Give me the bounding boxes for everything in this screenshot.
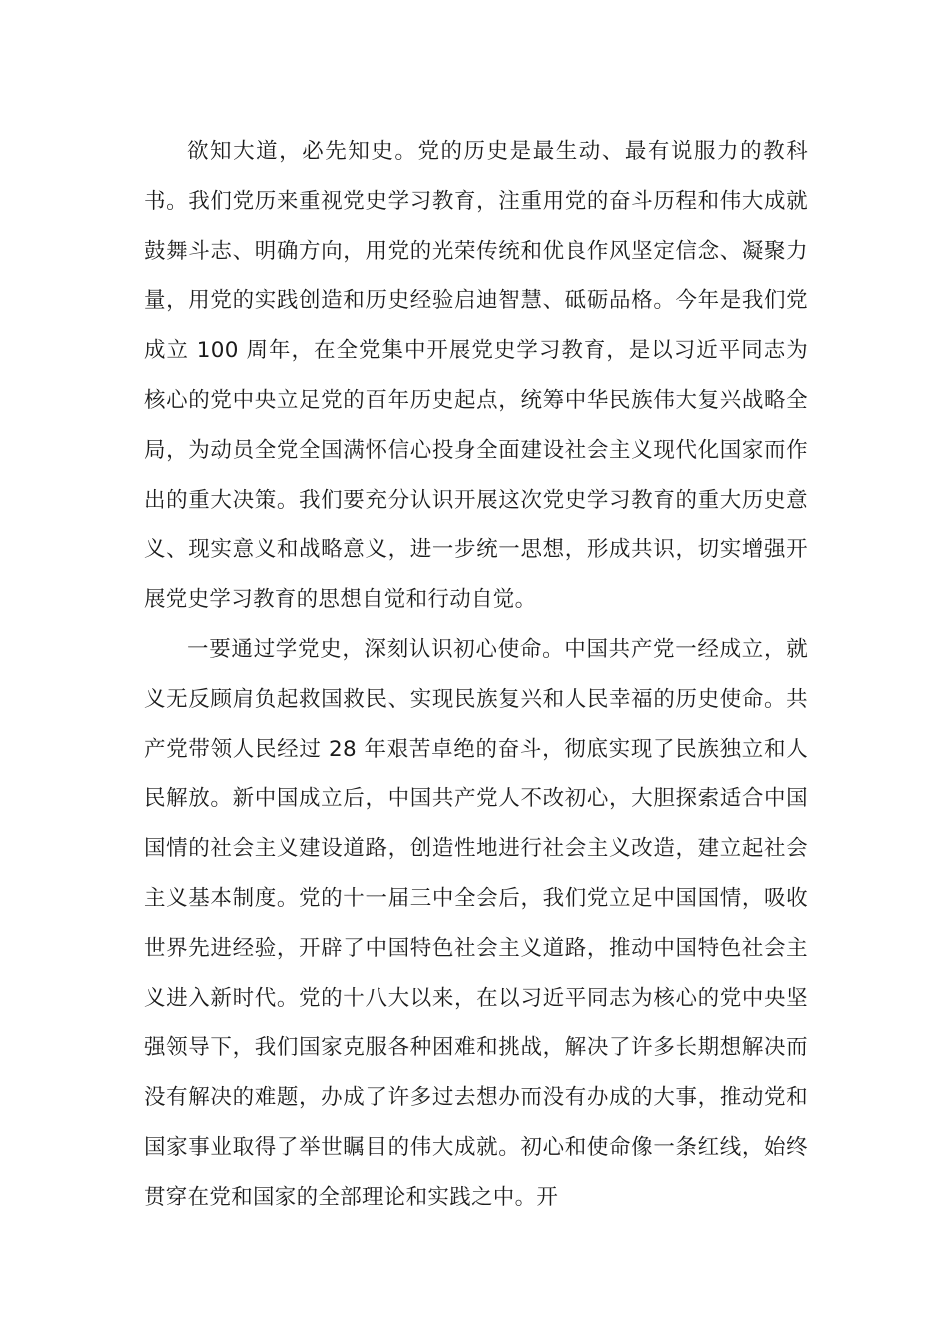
document-body bbox=[144, 127, 808, 1223]
paragraph-original-mission: 一要通过学党史，深刻认识初心使命。中国共产党一经成立，就义无反顾肩负起救国救民、实现民族复兴和人民幸福的历史使命。共产党带领人民经过 28 年艰苦卓绝的奋斗，彻底实现了民族独立和人民解放。新中国成立后，中国共产党人不改初心，大胆探索适合中国国情的社会主义建设道路，创造性地进行社会主义改造，建立起社会主义基本制度。党的十一届三中全会后，我们党立足中国国情，吸收世界先进经验，开辟了中国特色社会主义道路，推动中国特色社会主义进入新时代。党的十八大以来，在以习近平同志为核心的党中央坚强领导下，我们国家克服各种困难和挑战，解决了许多长期想解决而没有解决的难题，办成了许多过去想办而没有办成的大事，推动党和国家事业取得了举世瞩目的伟大成就。初心和使命像一条红线，始终贯穿在党和国家的全部理论和实践之中。开 bbox=[144, 636, 808, 1210]
paragraph-history-importance: 欲知大道，必先知史。党的历史是最生动、最有说服力的教科书。我们党历来重视党史学习教育，注重用党的奋斗历程和伟大成就鼓舞斗志、明确方向，用党的光荣传统和优良作风坚定信念、凝聚力量，用党的实践创造和历史经验启迪智慧、砥砺品格。今年是我们党成立 100 周年，在全党集中开展党史学习教育，是以习近平同志为核心的党中央立足党的百年历史起点，统筹中华民族伟大复兴战略全局，为动员全党全国满怀信心投身全面建设社会主义现代化国家而作出的重大决策。我们要充分认识开展这次党史学习教育的重大历史意义、现实意义和战略意义，进一步统一思想，形成共识，切实增强开展党史学习教育的思想自觉和行动自觉。 bbox=[144, 139, 808, 613]
